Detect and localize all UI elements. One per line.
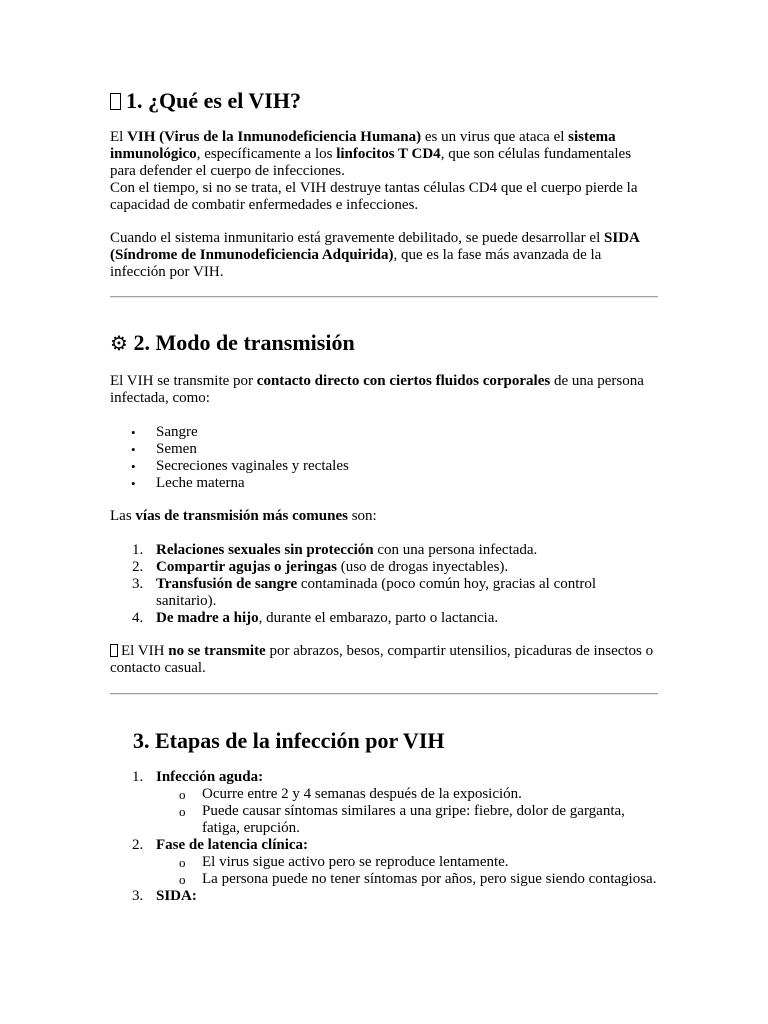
sub-list-item: o El virus sigue activo pero se reproduce lentamente. [179,854,509,870]
divider-1 [110,296,658,298]
sub-list-item: o Ocurre entre 2 y 4 semanas después de la exposición. [179,786,522,802]
list-item: 2. Compartir agujas o jeringas (uso de drogas inyectables). [132,559,509,575]
section-transmission [110,330,658,356]
section-1-paragraph-3: Cuando el sistema inmunitario está gravemente debilitado, se puede desarrollar el SIDA (Síndrome de Inmunodeficiencia Adquirida), que es la fase más avanzada de la infección por VIH. [110,230,640,280]
list-item: 4. De madre a hijo, durante el embarazo, parto o lactancia. [132,610,499,626]
section-3-heading: 3. Etapas de la infección por VIH [133,728,445,753]
section-1-paragraph-1: El VIH (Virus de la Inmunodeficiencia Humana) es un virus que ataca el sistema inmunológico, específicamente a los linfocitos T CD4, que son células fundamentales para defender el cuerpo de infecciones. Con el tiempo, si no se trata, el VIH destruye tantas células CD4 que el cuerpo pierde la capacidad de combatir enfermedades e infecciones. [110,129,658,214]
gear-icon: ⚙ [110,331,128,355]
list-item: 3. Transfusión de sangre contaminada (poco común hoy, gracias al control sanitario). [132,576,597,609]
section-2-intro: El VIH se transmite por contacto directo con ciertos fluidos corporales de una persona infectada, como: [110,373,644,406]
list-item: • Semen [110,441,658,458]
section-what-is-hiv [110,88,658,114]
list-item: 2. Fase de latencia clínica: o El virus sigue activo pero se reproduce lentamente. o La persona puede no tener síntomas por años, pero sigue siendo contagiosa. [110,837,658,888]
section-2-heading: ⚙ 2. Modo de transmisión [110,330,355,355]
section-stages [110,728,658,754]
sub-list-item: o La persona puede no tener síntomas por años, pero sigue siendo contagiosa. [179,871,657,887]
routes-intro: Las vías de transmisión más comunes son: [110,508,377,524]
list-item: • Sangre [110,424,658,441]
sub-list-item: o Puede causar síntomas similares a una gripe: fiebre, dolor de garganta, fatiga, erupción. [179,803,625,836]
section-1-heading: 1. ¿Qué es el VIH? [110,88,658,114]
list-item: • Leche materna [110,475,658,492]
list-item: 3. SIDA: [132,888,197,904]
list-item: • Secreciones vaginales y rectales [110,458,658,475]
fluids-list [110,424,658,492]
section-1-paragraph-2: Con el tiempo, si no se trata, el VIH destruye tantas células CD4 que el cuerpo pierde la capacidad de combatir enfermedades e infecciones. [110,180,638,213]
list-item: 1. Infección aguda: o Ocurre entre 2 y 4 semanas después de la exposición. o Puede causar síntomas similares a una gripe: fiebre, dolor de garganta, fatiga, erupción. [110,769,658,837]
list-item: 1. Relaciones sexuales sin protección con una persona infectada. [132,542,538,558]
missing-glyph-icon [110,93,121,110]
missing-glyph-icon [110,644,118,657]
transmission-note: El VIH no se transmite por abrazos, besos, compartir utensilios, picaduras de insectos o contacto casual. [110,643,654,676]
routes-list [110,542,658,627]
divider-2 [110,693,658,695]
stages-list [110,769,658,905]
